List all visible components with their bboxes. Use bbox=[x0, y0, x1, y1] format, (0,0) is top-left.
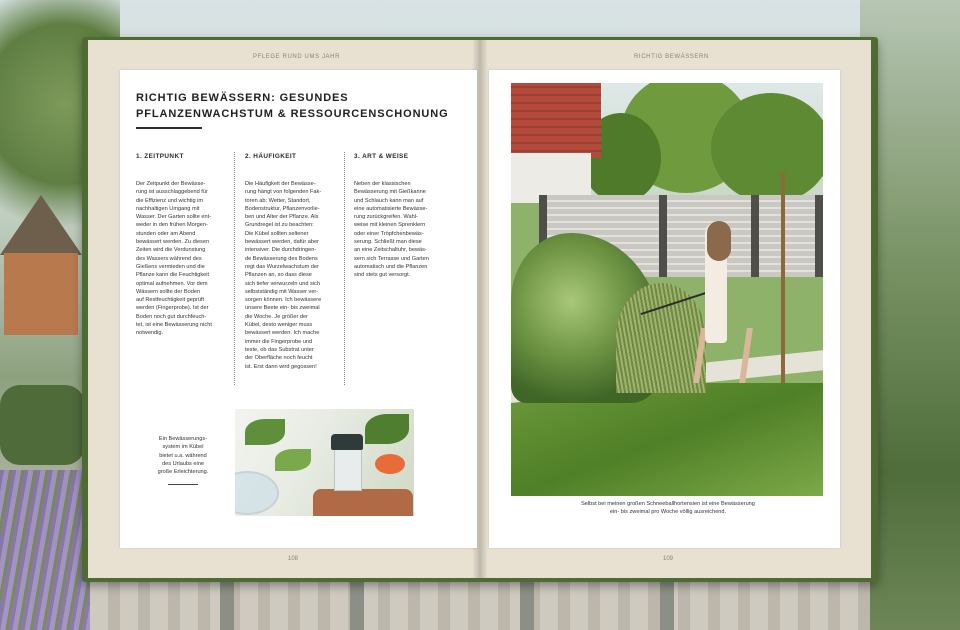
page-number-left: 108 bbox=[288, 556, 299, 562]
column-divider-1 bbox=[234, 152, 235, 385]
column-heading-haeufigkeit: 2. HÄUFIGKEIT bbox=[245, 153, 297, 160]
side-caption-rule bbox=[168, 484, 198, 485]
column-heading-zeitpunkt: 1. ZEITPUNKT bbox=[136, 153, 184, 160]
side-caption: Ein Bewässerungs- system im Kübel bietet u.a. während des Urlaubs eine große Erleichterung. bbox=[157, 436, 209, 476]
running-head-right: RICHTIG BEWÄSSERN bbox=[634, 54, 709, 60]
garden-watering-photo bbox=[511, 83, 823, 496]
hedge-left bbox=[0, 385, 85, 465]
column-text-haeufigkeit: Die Häufigkeit der Bewässe- rung hängt von folgenden Fak- toren ab: Wetter, Standort, Bodenstruktur, Pflanzenvorlie- ben und Alter der Pflanze. Als Grundregel ist zu beachten: Die Kübel sollten seltener bewässert werden, dafür aber intensiver. Die durchdringen- de Bewässerung des Bodens regt das Wurzelwachstum der Pflanzen an, so dass diese sich tiefer verwurzeln und sich selbstständig mit Wasser ver- sorgen können. Ich bewässere unsere Beete ein- bis zweimal die Woche. Je größer der Kübel, desto weniger muss bewässert werden. Ich mache immer die Fingerprobe und teste, ob das Substrat unter der Oberfläche noch feucht ist. Erst dann wird gegossen! bbox=[245, 181, 322, 370]
column-heading-art-weise: 3. ART & WEISE bbox=[354, 153, 409, 160]
page-number-right: 109 bbox=[663, 556, 674, 562]
column-divider-2 bbox=[344, 152, 345, 385]
watering-system-photo bbox=[235, 409, 414, 516]
book-stand-posts bbox=[220, 575, 740, 630]
title-underline bbox=[136, 127, 202, 129]
column-text-zeitpunkt: Der Zeitpunkt der Bewässe- rung ist ausschlaggebend für die Effizienz und wichtig im nachhaltigen Umgang mit Wasser. Der Garten sollte ent- weder in den frühen Morgen- stunden oder am Abend bewässert werden. Zu diesen Zeiten wird die Verdunstung des Wassers während des Gießens vermieden und die Pflanze kann die Feuchtigkeit optimal aufnehmen. Vor dem Wässern sollte der Boden auf Restfeuchtigkeit geprüft werden (Fingerprobe). Ist der Boden noch gut durchfeuch- tet, ist eine Bewässerung nicht notwendig. bbox=[136, 181, 212, 337]
column-text-art-weise: Neben der klassischen Bewässerung mit Gießkanne und Schlauch kann man auf eine automatisierte Bewässe- rung zurückgreifen. Wahl- weise mit kleinen Sprenklern oder einer Tröpfchenbewäs- serung. Schließt man diese an eine Zeitschaltuhr, bewäs- sern sich Terrasse und Garten automatisch und die Pflanzen sind stets gut versorgt. bbox=[354, 181, 429, 279]
photo-caption: Selbst bei meinen großen Schneeballhortensien ist eine Bewässerung ein- bis zweimal pro Woche völlig ausreichend. bbox=[581, 501, 755, 516]
page-title: RICHTIG BEWÄSSERN: GESUNDES PFLANZENWACHSTUM & RESSOURCENSCHONUNG bbox=[136, 92, 449, 120]
lavender-bed bbox=[0, 470, 90, 630]
running-head-left: PFLEGE RUND UMS JAHR bbox=[253, 54, 341, 60]
thatched-house bbox=[0, 195, 82, 335]
